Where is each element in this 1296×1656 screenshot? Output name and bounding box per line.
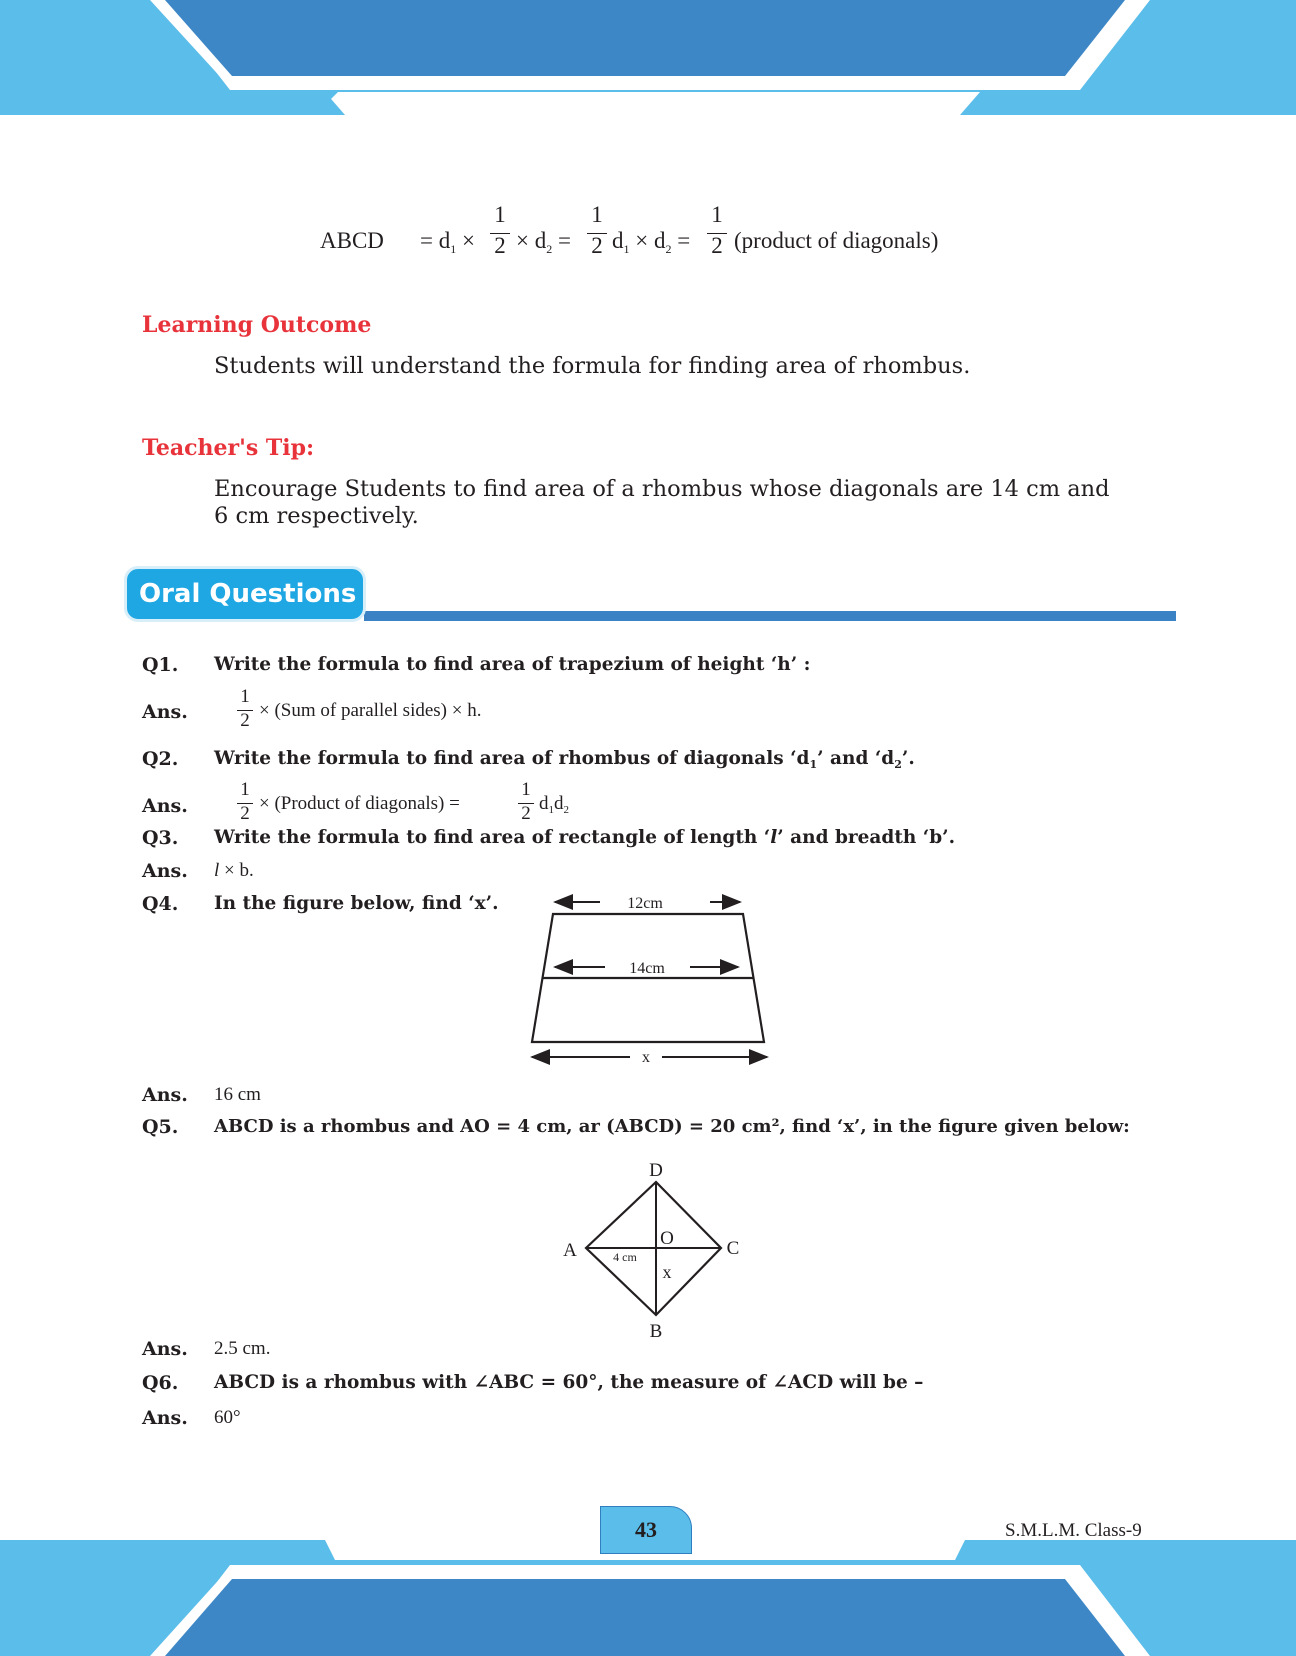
footer-dark-band [165, 1579, 1125, 1656]
point-c-label: C [726, 1238, 740, 1259]
q4-answer-label: Ans. [142, 1084, 188, 1106]
point-a-label: A [563, 1240, 577, 1261]
q2-answer-text: × (Product of diagonals) = [259, 793, 460, 814]
q6-label: Q6. [142, 1372, 179, 1394]
learning-outcome-text: Students will understand the formula for finding area of rhombus. [214, 353, 971, 379]
rhombus-figure [555, 1155, 755, 1345]
top-length-label: 12cm [627, 895, 663, 912]
q3-text: Write the formula to find area of rectangle of length ‘l’ and breadth ‘b’. [214, 827, 956, 848]
formula-label: ABCD [320, 228, 384, 253]
q4-label: Q4. [142, 893, 179, 915]
q1-text: Write the formula to find area of trapezium of height ‘h’ : [214, 654, 811, 675]
q1-answer-text: × (Sum of parallel sides) × h. [259, 700, 482, 721]
trapezium-figure [520, 890, 790, 1070]
segment-ao-label: 4 cm [613, 1250, 637, 1264]
formula-d1-d2: $d_1 \times d_2$ = [612, 228, 691, 256]
q5-answer-label: Ans. [142, 1338, 188, 1360]
q6-text: ABCD is a rhombus with ∠ABC = 60°, the measure of ∠ACD will be – [214, 1372, 924, 1393]
q5-answer-text: 2.5 cm. [214, 1338, 271, 1359]
teachers-tip-heading: Teacher's Tip: [142, 435, 315, 461]
header-dark-band [165, 0, 1125, 76]
point-d-label: D [649, 1160, 663, 1181]
q5-text: ABCD is a rhombus and AO = 4 cm, ar (ABCD) = 20 cm², find ‘x’, in the figure given below: [214, 1116, 1130, 1137]
q2-text: Write the formula to find area of rhombus of diagonals ‘$d_1$’ and ‘$d_2$’. [214, 748, 915, 771]
oral-questions-title: Oral Questions [124, 566, 366, 622]
segment-x-label: x [662, 1262, 672, 1282]
q6-answer-text: 60° [214, 1407, 241, 1428]
header-banner [0, 0, 1296, 115]
q6-answer-label: Ans. [142, 1407, 188, 1429]
learning-outcome-heading: Learning Outcome [142, 312, 372, 338]
q1-answer-label: Ans. [142, 701, 188, 723]
q5-label: Q5. [142, 1116, 179, 1138]
formula-tail: (product of diagonals) [734, 228, 939, 253]
page-number: 43 [600, 1506, 692, 1554]
q3-answer-label: Ans. [142, 860, 188, 882]
q4-text: In the figure below, find ‘x’. [214, 893, 499, 914]
formula-eq1: = $d_1$ × [420, 228, 475, 256]
footer-class-label: S.M.L.M. Class-9 [1005, 1520, 1142, 1541]
q2-answer-label: Ans. [142, 795, 188, 817]
formula-times-d2: × $d_2$ = [516, 228, 571, 256]
footer-banner [0, 1540, 1296, 1656]
q2-label: Q2. [142, 748, 179, 770]
q1-label: Q1. [142, 654, 179, 676]
bottom-length-label: x [642, 1049, 650, 1066]
teachers-tip-line-2: 6 cm respectively. [214, 503, 419, 529]
q2-answer-d1d2: $d_1d_2$ [539, 793, 569, 816]
q3-answer-text: l × b. [214, 860, 254, 881]
q4-answer-text: 16 cm [214, 1084, 261, 1105]
q3-label: Q3. [142, 827, 179, 849]
section-divider [364, 611, 1176, 621]
point-b-label: B [649, 1321, 663, 1342]
mid-length-label: 14cm [629, 960, 665, 977]
teachers-tip-line-1: Encourage Students to find area of a rhombus whose diagonals are 14 cm and [214, 476, 1110, 502]
point-o-label: O [660, 1228, 674, 1249]
